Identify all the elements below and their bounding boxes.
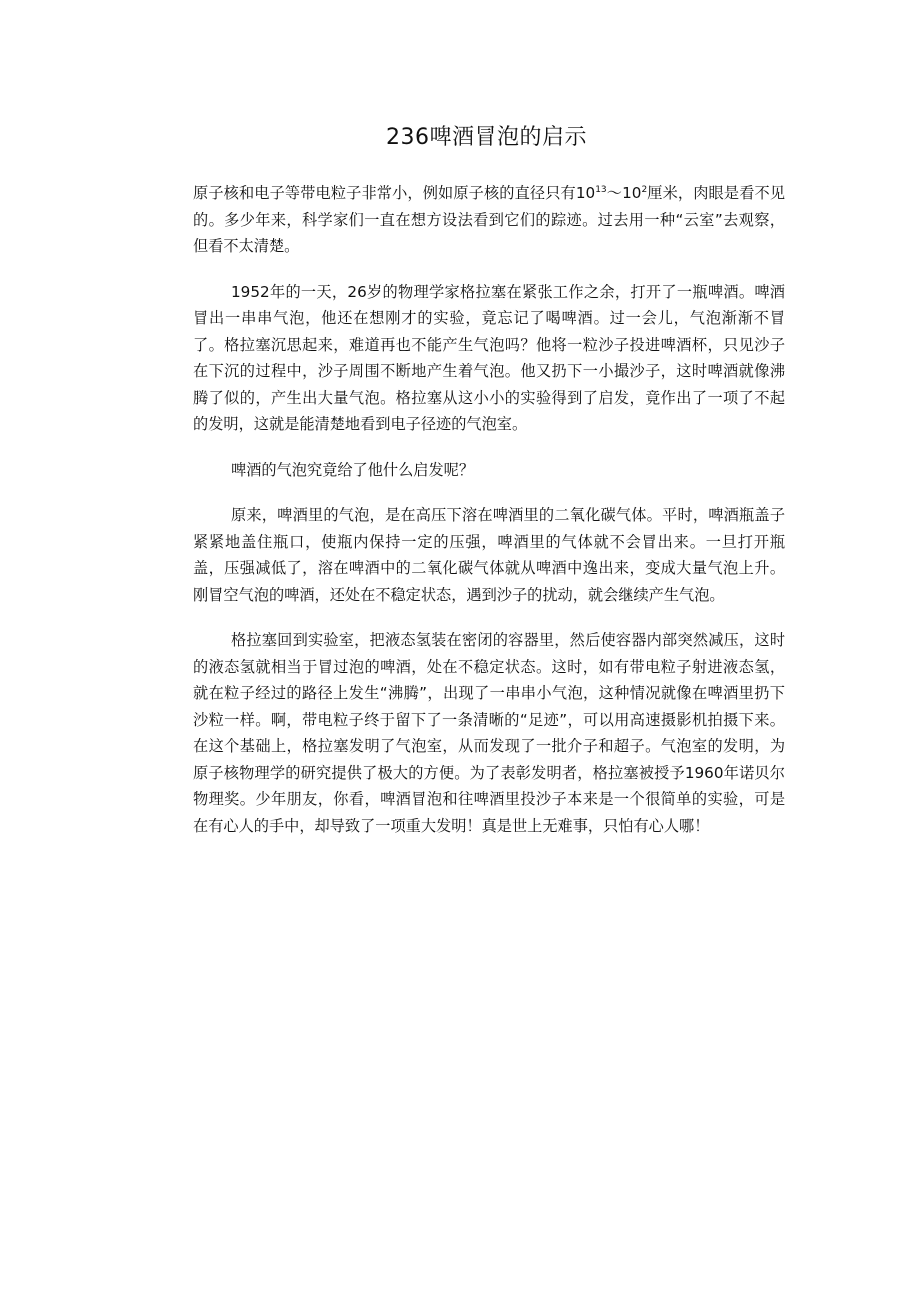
paragraph-3: 啤酒的气泡究竟给了他什么启发呢？ bbox=[231, 460, 474, 479]
paragraph-1-text-middle: ～10 bbox=[606, 184, 642, 202]
document-title: 236啤酒冒泡的启示 bbox=[386, 125, 587, 150]
paragraph-1-text-start: 原子核和电子等带电粒子非常小，例如原子核的直径只有10 bbox=[193, 184, 596, 202]
paragraph-1-text-end: 厘米，肉眼是看不见的。多少年来，科学家们一直在想方设法看到它们的踪迹。过去用一种“云室”去观察，但看不太清楚。 bbox=[193, 184, 786, 255]
exponent-2: 2 bbox=[641, 184, 648, 195]
paragraph-4: 原来，啤酒里的气泡，是在高压下溶在啤酒里的二氧化碳气体。平时，啤酒瓶盖子紧紧地盖住瓶口，使瓶内保持一定的压强，啤酒里的气体就不会冒出来。一旦打开瓶盖，压强减低了，溶在啤酒中的二氧化碳气体就从啤酒中逸出来，变成大量气泡上升。刚冒空气泡的啤酒，还处在不稳定状态，遇到沙子的扰动，就会继续产生气泡。 bbox=[193, 506, 785, 604]
paragraph-5: 格拉塞回到实验室，把液态氢装在密闭的容器里，然后使容器内部突然减压，这时的液态氢就相当于冒过泡的啤酒，处在不稳定状态。这时，如有带电粒子射进液态氢，就在粒子经过的路径上发生“沸腾”，出现了一串串小气泡，这种情况就像在啤酒里扔下沙粒一样。啊，带电粒子终于留下了一条清晰的“足迹”，可以用高速摄影机拍摄下来。在这个基础上，格拉塞发明了气泡室，从而发现了一批介子和超子。气泡室的发明，为原子核物理学的研究提供了极大的方便。为了表彰发明者，格拉塞被授予1960年诺贝尔物理奖。少年朋友，你看，啤酒冒泡和往啤酒里投沙子本来是一个很简单的实验，可是在有心人的手中，却导致了一项重大发明！真是世上无难事，只怕有心人哪！ bbox=[193, 631, 785, 835]
document-body bbox=[193, 180, 785, 858]
paragraph-1 bbox=[193, 180, 785, 260]
exponent-13: 13 bbox=[595, 184, 607, 195]
paragraph-2: 1952年的一天，26岁的物理学家格拉塞在紧张工作之余，打开了一瓶啤酒。啤酒冒出一串串气泡，他还在想刚才的实验，竟忘记了喝啤酒。过一会儿，气泡渐渐不冒了。格拉塞沉思起来，难道再也不能产生气泡吗？他将一粒沙子投进啤酒杯，只见沙子在下沉的过程中，沙子周围不断地产生着气泡。他又扔下一小撮沙子，这时啤酒就像沸腾了似的，产生出大量气泡。格拉塞从这小小的实验得到了启发，竟作出了一项了不起的发明，这就是能清楚地看到电子径迹的气泡室。 bbox=[193, 282, 785, 433]
